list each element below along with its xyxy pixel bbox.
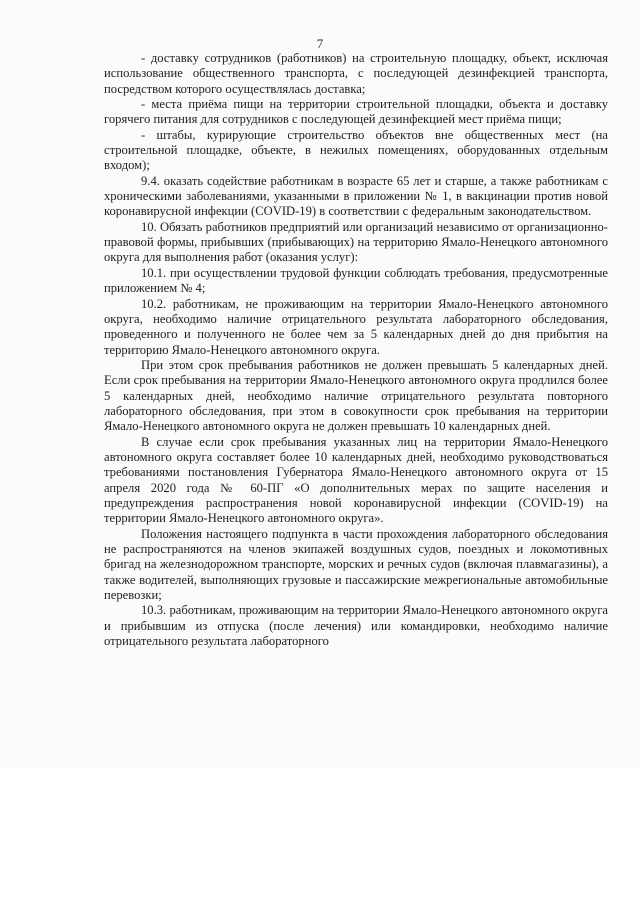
paragraph-headquarters: - штабы, курирующие строительство объектов вне общественных мест (на строительной площадке, объекте, в нежилых помещениях, оборудованных отдельным входом); — [104, 127, 608, 173]
page-number: 7 — [316, 36, 324, 51]
paragraph-10: 10. Обязать работников предприятий или организаций независимо от организационно-правовой формы, прибывших (прибывающих) на территорию Ямало-Ненецкого автономного округа для выполнения работ (оказания услуг): — [104, 219, 608, 265]
paragraph-stay-period: При этом срок пребывания работников не должен превышать 5 календарных дней. Если срок пребывания на территории Ямало-Ненецкого автономного округа продлился более 5 календарных дней, необходимо наличие отрицательного результата повторного лабораторного обследования, при этом в совокупности срок пребывания на территории Ямало-Ненецкого автономного округа не должен превышать 10 календарных дней. — [104, 357, 608, 434]
paragraph-10-1: 10.1. при осуществлении трудовой функции соблюдать требования, предусмотренные приложением № 4; — [104, 265, 608, 296]
paragraph-exemptions: Положения настоящего подпункта в части прохождения лабораторного обследования не распространяются на членов экипажей воздушных судов, поездных и локомотивных бригад на железнодорожном транспорте, морских и речных судов (включая плавмагазины), а также водителей, выполняющих грузовые и пассажирские межрегиональные автомобильные перевозки; — [104, 526, 608, 603]
blank-area — [0, 768, 640, 905]
paragraph-over-10-days: В случае если срок пребывания указанных лиц на территории Ямало-Ненецкого автономного округа составляет более 10 календарных дней, необходимо руководствоваться требованиями постановления Губернатора Ямало-Ненецкого автономного округа от 15 апреля 2020 года № 60-ПГ «О дополнительных мерах по защите населения и предупреждения распространения новой коронавирусной инфекции (COVID-19) на территории Ямало-Ненецкого автономного округа». — [104, 434, 608, 526]
paragraph-delivery-staff: - доставку сотрудников (работников) на строительную площадку, объект, исключая использование общественного транспорта, с последующей дезинфекцией транспорта, посредством которого осуществлялась доставка; — [104, 51, 608, 96]
paragraph-10-3: 10.3. работникам, проживающим на территории Ямало-Ненецкого автономного округа и прибывшим из отпуска (после лечения) или командировки, необходимо наличие отрицательного результата лабораторного — [104, 603, 608, 649]
document-body — [104, 51, 608, 649]
paragraph-10-2: 10.2. работникам, не проживающим на территории Ямало-Ненецкого автономного округа, необходимо наличие отрицательного результата лабораторного обследования, проведенного и полученного не более чем за 5 календарных дней до дня прибытия на территорию Ямало-Ненецкого автономного округа. — [104, 296, 608, 357]
paragraph-9-4: 9.4. оказать содействие работникам в возрасте 65 лет и старше, а также работникам с хроническими заболеваниями, указанными в приложении № 1, в вакцинации против новой коронавирусной инфекции (COVID-19) в соответствии с федеральным законодательством. — [104, 173, 608, 219]
paragraph-meal-places: - места приёма пищи на территории строительной площадки, объекта и доставку горячего питания для сотрудников с последующей дезинфекцией мест приёма пищи; — [104, 97, 608, 127]
